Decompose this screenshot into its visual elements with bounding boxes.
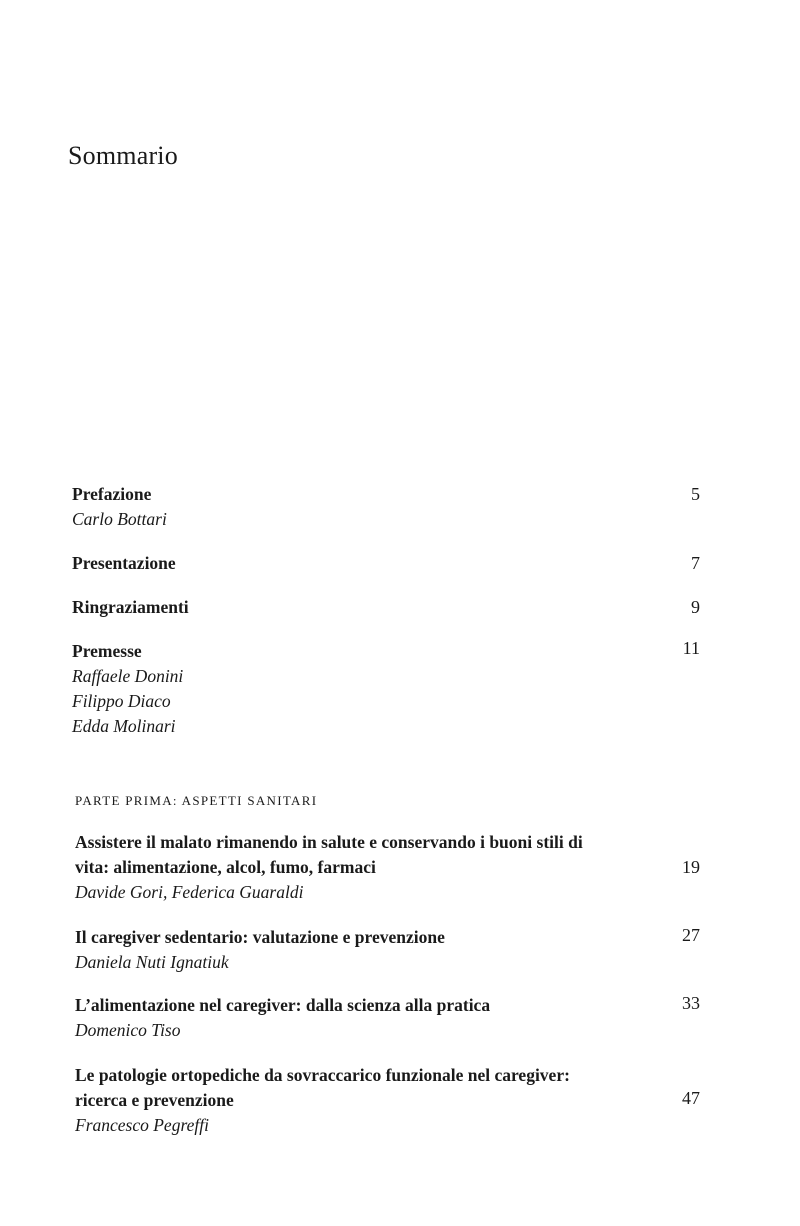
toc-entry-chapter[interactable]	[75, 925, 700, 975]
toc-entry-premesse[interactable]	[72, 639, 700, 739]
toc-entry-page: 47	[682, 1088, 700, 1108]
toc-entry-author: Davide Gori, Federica Guaraldi	[75, 882, 304, 902]
toc-entry-prefazione[interactable]	[72, 482, 700, 532]
toc-entry-author: Edda Molinari	[72, 716, 176, 736]
toc-entry-chapter[interactable]	[75, 1063, 700, 1138]
toc-entry-author: Francesco Pegreffi	[75, 1115, 209, 1135]
page-title: Sommario	[68, 141, 178, 170]
toc-entry-author: Domenico Tiso	[75, 1020, 181, 1040]
toc-entry-author: Raffaele Donini	[72, 666, 184, 686]
toc-entry-title: Presentazione	[72, 553, 176, 573]
toc-entry-page: 5	[691, 484, 700, 504]
toc-entry-page: 27	[682, 925, 700, 945]
section-heading: PARTE PRIMA: ASPETTI SANITARI	[75, 793, 318, 808]
toc-entry-title: L’alimentazione nel caregiver: dalla scienza alla pratica	[75, 995, 491, 1015]
toc-entry-title: Ringraziamenti	[72, 597, 189, 617]
toc-entry-author: Filippo Diaco	[72, 691, 171, 711]
toc-entry-author: Daniela Nuti Ignatiuk	[75, 952, 229, 972]
toc-entry-page: 11	[682, 638, 700, 658]
toc-entry-ringraziamenti[interactable]	[72, 595, 700, 620]
toc-entry-chapter[interactable]	[75, 830, 700, 905]
toc-entry-title: Prefazione	[72, 484, 152, 504]
toc-entry-page: 9	[691, 597, 700, 617]
toc-entry-page: 33	[682, 993, 700, 1013]
toc-entry-page: 7	[691, 553, 700, 573]
toc-entry-title: Premesse	[72, 641, 142, 661]
toc-entry-chapter[interactable]	[75, 993, 700, 1043]
toc-entry-title: Il caregiver sedentario: valutazione e prevenzione	[75, 927, 445, 947]
toc-entry-title: Le patologie ortopediche da sovraccarico funzionale nel caregiver: ricerca e prevenzione	[75, 1065, 570, 1110]
toc-entry-author: Carlo Bottari	[72, 509, 167, 529]
toc-entry-title: Assistere il malato rimanendo in salute e conservando i buoni stili di vita: alimentazione, alcol, fumo, farmaci	[75, 832, 583, 877]
toc-entry-presentazione[interactable]	[72, 551, 700, 576]
toc-entry-page: 19	[682, 857, 700, 877]
